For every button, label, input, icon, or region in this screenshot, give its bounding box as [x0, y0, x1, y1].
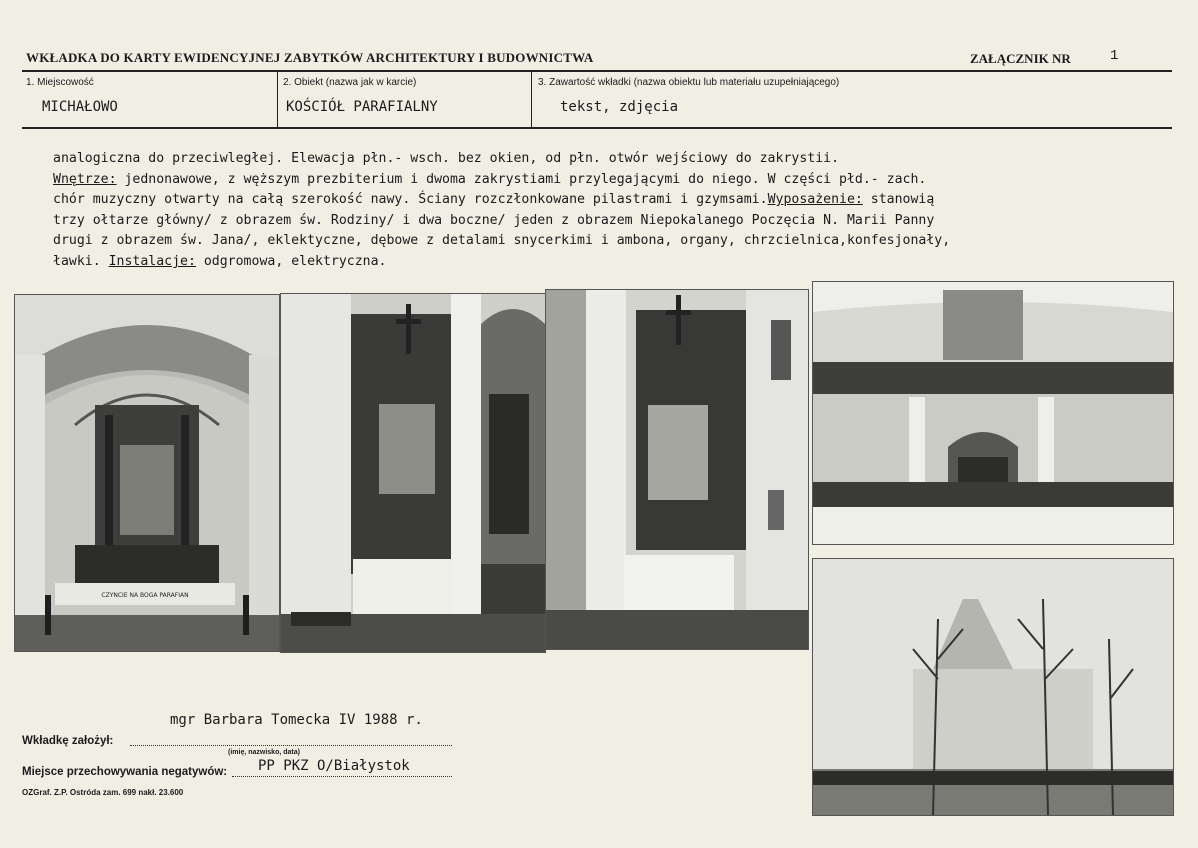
author-caption: (imię, nazwisko, data): [228, 749, 300, 756]
text-line-3-a: chór muzyczny otwarty na całą szerokość nawy. Ściany rozczłonkowane pilastrami i gzymsami.: [53, 192, 768, 208]
interior-heading: Wnętrze:: [53, 171, 117, 187]
storage-value: PP PKZ O/Białystok: [258, 758, 410, 774]
storage-label: Miejsce przechowywania negatywów:: [22, 766, 228, 778]
form-title: WKŁADKA DO KARTY EWIDENCYJNEJ ZABYTKÓW ARCHITEKTURY I BUDOWNICTWA: [26, 50, 594, 65]
content-value: tekst, zdjęcia: [560, 99, 679, 115]
photo-exterior: [812, 558, 1174, 816]
attachment-label: ZAŁĄCZNIK NR: [970, 51, 1071, 66]
header-rule-top: [22, 70, 1172, 72]
photo-main-altar: [14, 294, 280, 652]
photo-choir-loft: [812, 281, 1174, 545]
altar-banner-text: CZYNCIE NA BOGA PARAFIAN: [101, 592, 189, 599]
author-value: mgr Barbara Tomecka IV 1988 r.: [170, 712, 423, 728]
text-line-2: [53, 170, 1193, 191]
author-dotted-line: [130, 745, 452, 746]
author-label: Wkładkę założył:: [22, 735, 114, 747]
locality-value: MICHAŁOWO: [42, 99, 118, 115]
furnishings-heading: Wyposażenie:: [767, 192, 863, 208]
object-value: KOŚCIÓŁ PARAFIALNY: [286, 99, 438, 115]
photo-side-altar-right: [545, 289, 809, 650]
text-line-5: drugi z obrazem św. Jana/, eklektyczne, dębowe z detalami snycerkimi i ambona, organy, chrzcielnica,konfesjonały,: [53, 233, 951, 249]
text-line-3: [53, 190, 1193, 211]
text-line-3-b: stanowią: [862, 192, 935, 208]
photo-side-altar-left: [280, 293, 546, 653]
text-line-4: trzy ołtarze główny/ z obrazem św. Rodziny/ i dwa boczne/ jeden z obrazem Niepokalanego Poczęcia N. Marii Panny: [53, 212, 935, 228]
text-line-1: analogiczna do przeciwległej. Elewacja płn.- wsch. bez okien, od płn. otwór wejściowy do zakrystii.: [53, 151, 840, 166]
printer-note: OZGraf. Z.P. Ostróda zam. 699 nakł. 23.600: [22, 788, 184, 797]
header-rule-bottom: [22, 127, 1172, 129]
object-label: 2. Obiekt (nazwa jak w karcie): [283, 77, 417, 88]
text-line-2-rest: jednonawowe, z węższym prezbiterium i dwoma zakrystiami przylegającymi do niego. W części płd.- zach.: [116, 171, 927, 187]
locality-label: 1. Miejscowość: [26, 77, 94, 88]
text-line-6: [53, 252, 1193, 273]
text-line-6-b: odgromowa, elektryczna.: [195, 253, 387, 269]
text-line-6-a: ławki.: [53, 253, 109, 269]
field-divider-1: [277, 72, 278, 127]
installations-heading: Instalacje:: [108, 253, 196, 269]
field-divider-2: [531, 72, 532, 127]
attachment-number: 1: [1110, 48, 1119, 64]
description-text: [53, 149, 1193, 273]
storage-dotted-line: [232, 776, 452, 777]
content-label: 3. Zawartość wkładki (nazwa obiektu lub materiału uzupełniającego): [538, 77, 840, 88]
